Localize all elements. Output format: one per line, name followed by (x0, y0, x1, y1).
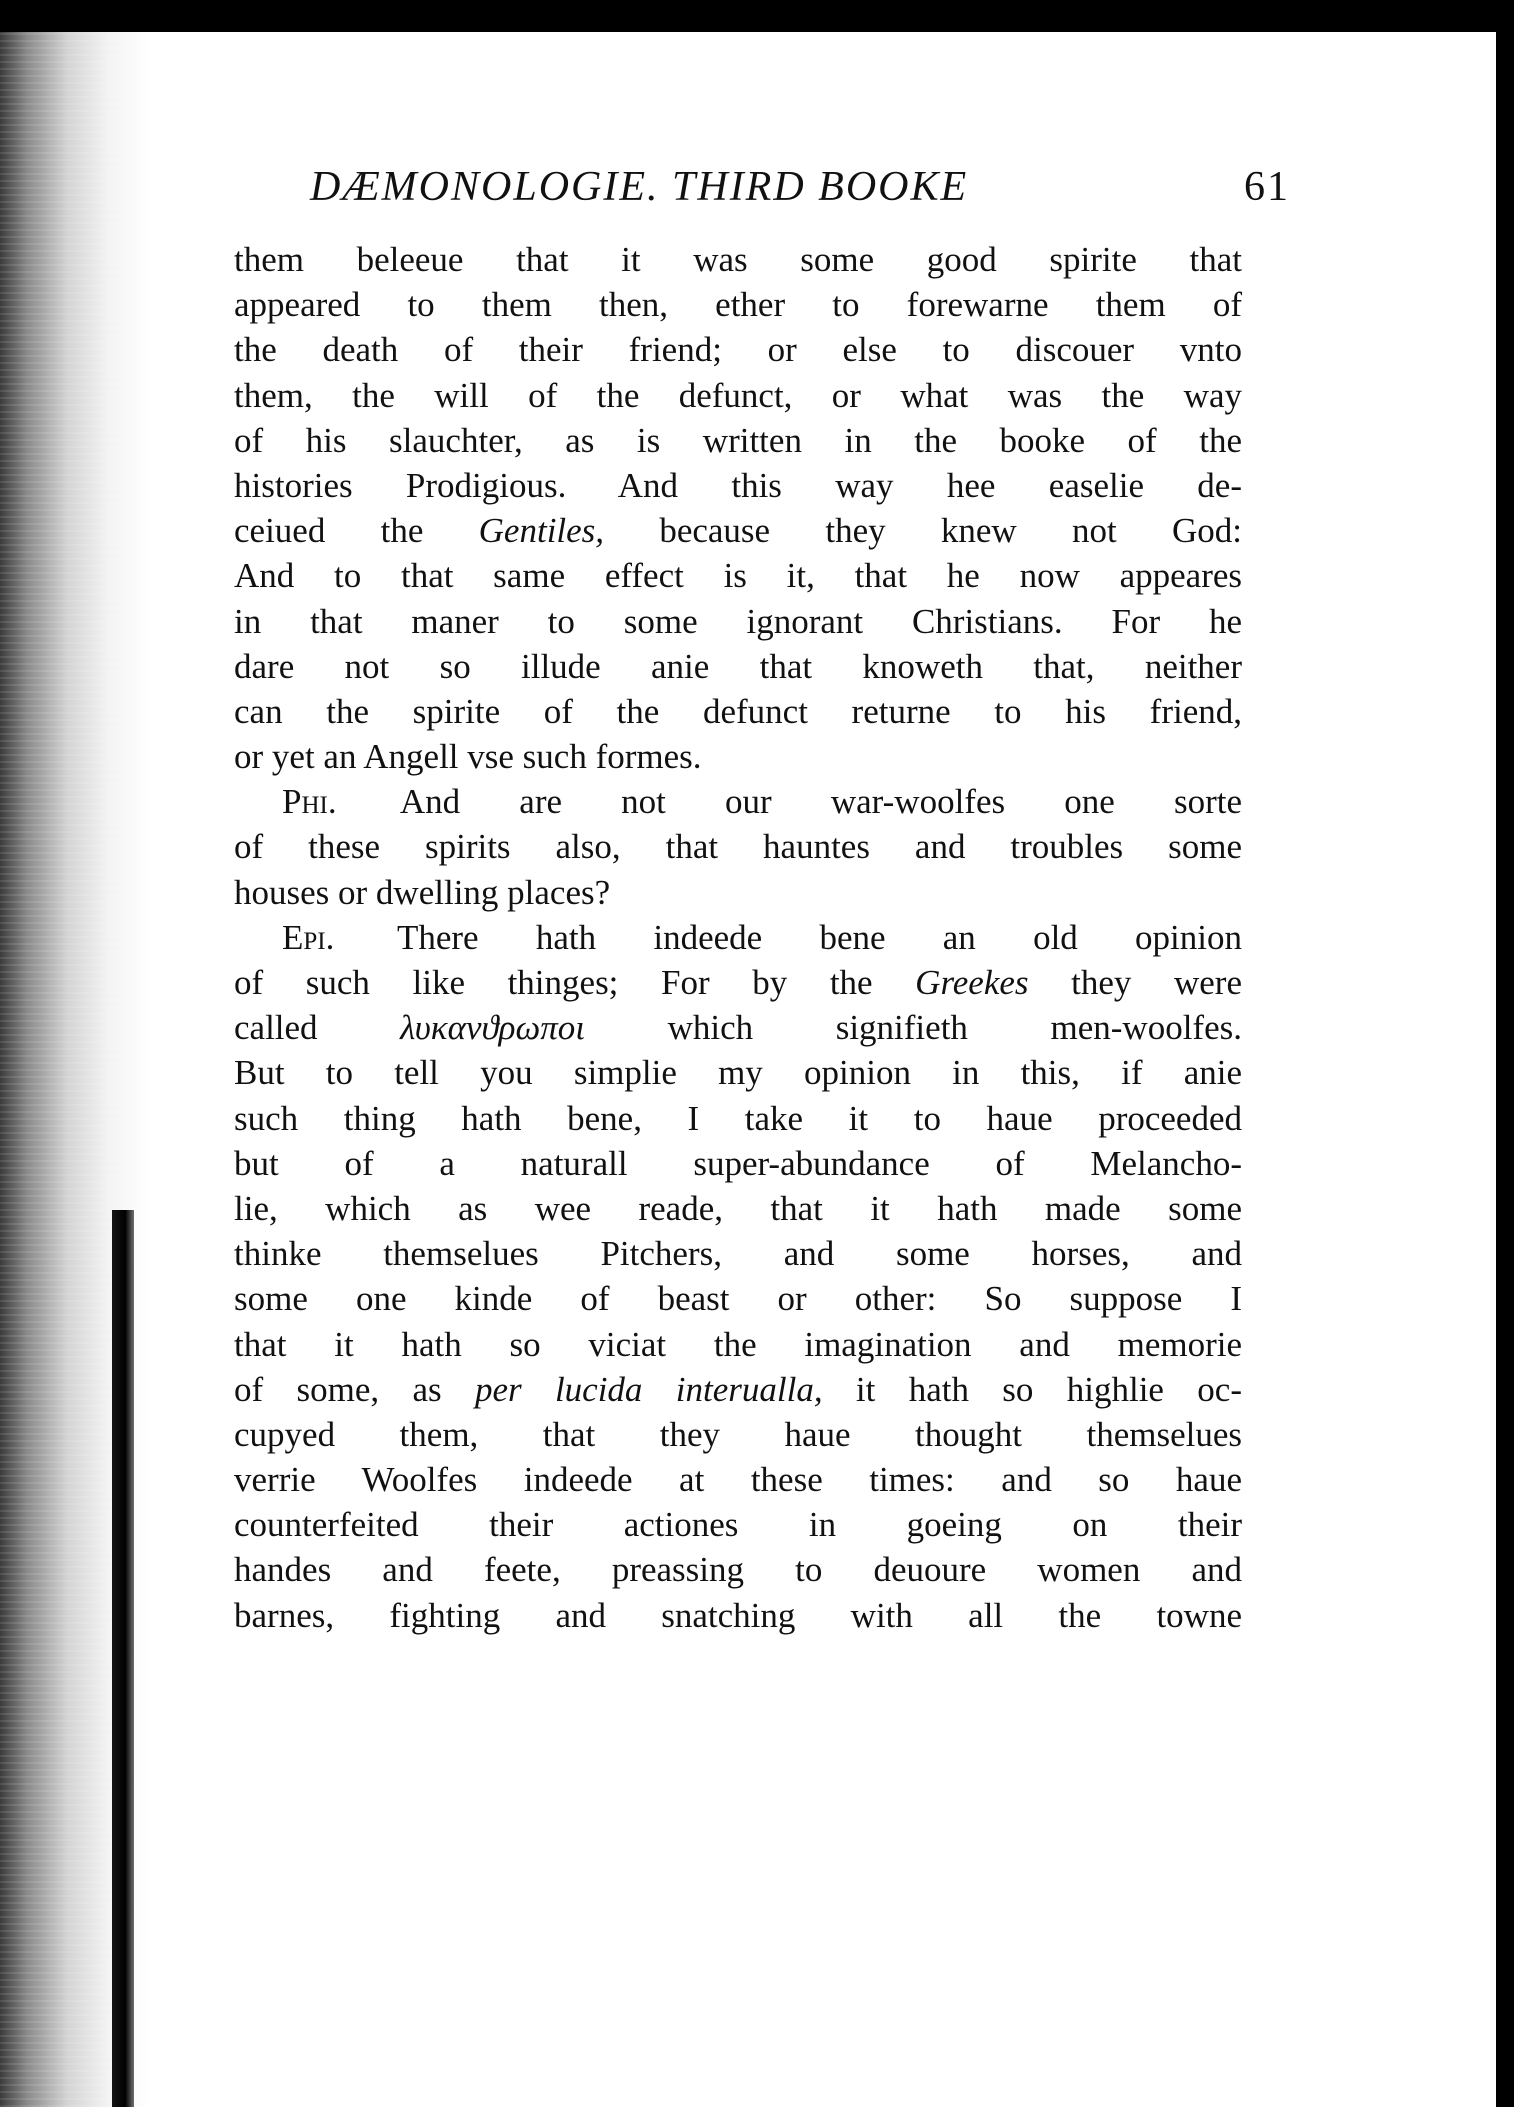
text-line: can the spirite of the defunct returne to his friend, (234, 691, 1242, 731)
text-line: counterfeited their actiones in goeing on their (234, 1505, 1242, 1545)
body-text (234, 237, 1242, 1638)
text-line: houses or dwelling places? (234, 872, 611, 912)
text-segment: ceiued the (234, 511, 479, 551)
text-segment: There hath indeede bene an old opinion (396, 917, 1242, 957)
text-line: in that maner to some ignorant Christians. For he (234, 601, 1242, 641)
text-segment: of some, as (234, 1369, 475, 1409)
text-line (234, 508, 1242, 553)
text-line (234, 960, 1242, 1005)
text-line (234, 915, 1242, 960)
text-line: of these spirits also, that hauntes and troubles some (234, 827, 1242, 867)
speaker-label-phi: Phi. (282, 782, 337, 822)
text-line: some one kinde of beast or other: So suppose I (234, 1279, 1242, 1319)
text-segment: of such like thinges; For by the (234, 963, 916, 1002)
text-segment: they were (1028, 963, 1242, 1002)
text-line: of his slauchter, as is written in the booke of the (234, 420, 1242, 460)
paragraph-phi (234, 779, 1242, 915)
italic-term-per-lucida-interualla: per lucida interualla, (474, 1369, 823, 1409)
running-head (310, 157, 1290, 217)
italic-term-greekes: Greekes (915, 963, 1029, 1002)
text-line: cupyed them, that they haue thought themselues (234, 1414, 1242, 1454)
text-line: them beleeue that it was some good spirite that (234, 240, 1242, 279)
text-segment: it hath so highlie oc- (822, 1369, 1242, 1409)
text-line: thinke themselues Pitchers, and some horses, and (234, 1234, 1242, 1274)
text-line: But to tell you simplie my opinion in this, if anie (234, 1053, 1242, 1093)
text-line: the death of their friend; or else to discouer vnto (234, 330, 1242, 370)
text-line: And to that same effect is it, that he now appeares (234, 556, 1242, 596)
page-number: 61 (1244, 164, 1290, 210)
text-segment: because they knew not God: (604, 511, 1242, 551)
book-page (150, 32, 1496, 2107)
text-line: lie, which as wee reade, that it hath made some (234, 1188, 1242, 1228)
text-line: but of a naturall super-abundance of Melancho- (234, 1143, 1242, 1183)
text-segment: And are not our war-woolfes one sorte (399, 782, 1242, 822)
running-head-title: DÆMONOLOGIE. THIRD BOOKE (310, 164, 969, 210)
paragraph-epi (234, 915, 1242, 1638)
text-line: such thing hath bene, I take it to haue proceeded (234, 1098, 1242, 1138)
text-line: dare not so illude anie that knoweth that, neither (234, 646, 1242, 686)
speaker-label-epi: Epi. (282, 917, 335, 957)
text-line: handes and feete, preassing to deuoure women and (234, 1550, 1242, 1590)
text-line: verrie Woolfes indeede at these times: and so haue (234, 1460, 1242, 1500)
text-line: that it hath so viciat the imagination and memorie (234, 1324, 1242, 1364)
text-line: them, the will of the defunct, or what was the way (234, 375, 1242, 415)
text-line (234, 779, 1242, 824)
greek-word: λυκανϑρωποι (400, 1008, 585, 1048)
scan-top-border (0, 0, 1514, 32)
italic-term-gentiles: Gentiles, (478, 511, 605, 551)
book-gutter-shadow (112, 1210, 134, 2107)
text-line: histories Prodigious. And this way hee easelie de- (234, 465, 1242, 505)
text-segment: which signifieth men-woolfes. (584, 1008, 1242, 1048)
text-segment: called (234, 1008, 401, 1048)
text-line (234, 1005, 1242, 1050)
text-line (234, 1367, 1242, 1412)
paragraph-continuation (234, 237, 1242, 779)
text-line: barnes, fighting and snatching with all the towne (234, 1595, 1242, 1635)
text-line: or yet an Angell vse such formes. (234, 737, 702, 777)
scan-right-border (1496, 32, 1514, 2107)
text-line: appeared to them then, ether to forewarne them of (234, 285, 1242, 325)
